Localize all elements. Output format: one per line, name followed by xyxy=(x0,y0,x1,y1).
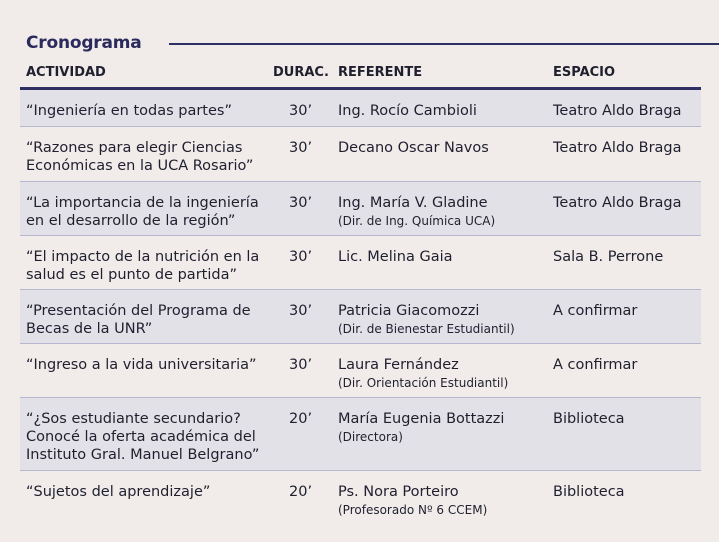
header-referente: REFERENTE xyxy=(338,65,423,80)
table-row xyxy=(20,182,701,236)
referente-detail: (Dir. de Bienestar Estudiantil) xyxy=(338,322,515,336)
row-duracion: 30’ xyxy=(289,357,313,373)
row-referente xyxy=(338,139,558,157)
row-actividad: “Sujetos del aprendizaje” xyxy=(26,484,211,500)
table-row xyxy=(20,344,701,398)
table-row xyxy=(20,127,701,182)
referente-name: Ing. María V. Gladine xyxy=(338,195,488,211)
row-actividad: “¿Sos estudiante secundario? Conocé la oferta académica del Instituto Gral. Manuel Belgrano” xyxy=(26,411,260,463)
referente-name: María Eugenia Bottazzi xyxy=(338,411,505,427)
row-espacio: Teatro Aldo Braga xyxy=(553,103,682,119)
table-row xyxy=(20,236,701,290)
row-duracion: 30’ xyxy=(289,140,313,156)
header-actividad: ACTIVIDAD xyxy=(26,65,106,80)
referente-name: Ing. Rocío Cambioli xyxy=(338,103,477,119)
row-duracion: 30’ xyxy=(289,249,313,265)
row-espacio: A confirmar xyxy=(553,357,638,373)
title-underline xyxy=(169,43,719,45)
row-duracion: 20’ xyxy=(289,484,313,500)
row-espacio: Teatro Aldo Braga xyxy=(553,140,682,156)
row-duracion: 30’ xyxy=(289,195,313,211)
table-row xyxy=(20,398,701,471)
row-espacio: Teatro Aldo Braga xyxy=(553,195,682,211)
row-referente xyxy=(338,302,558,338)
row-espacio: A confirmar xyxy=(553,303,638,319)
referente-detail: (Directora) xyxy=(338,430,403,444)
row-actividad: “Razones para elegir Ciencias Económicas en la UCA Rosario” xyxy=(26,140,254,174)
row-duracion: 20’ xyxy=(289,411,313,427)
row-actividad: “Presentación del Programa de Becas de la UNR” xyxy=(26,303,251,337)
row-actividad: “Ingreso a la vida universitaria” xyxy=(26,357,257,373)
table-header xyxy=(20,61,701,90)
row-espacio: Sala B. Perrone xyxy=(553,249,664,265)
row-duracion: 30’ xyxy=(289,303,313,319)
row-referente xyxy=(338,356,558,392)
table-row xyxy=(20,471,701,526)
referente-name: Lic. Melina Gaia xyxy=(338,249,453,265)
table-row xyxy=(20,90,701,127)
referente-name: Decano Oscar Navos xyxy=(338,140,489,156)
row-actividad: “El impacto de la nutrición en la salud es el punto de partida” xyxy=(26,249,260,283)
referente-detail: (Dir. de Ing. Química UCA) xyxy=(338,214,496,228)
header-espacio: ESPACIO xyxy=(553,65,616,80)
header-duracion: DURAC. xyxy=(273,65,329,80)
row-duracion: 30’ xyxy=(289,103,313,119)
row-referente xyxy=(338,102,558,120)
row-referente xyxy=(338,410,558,446)
row-referente xyxy=(338,483,558,519)
row-actividad: “La importancia de la ingeniería en el desarrollo de la región” xyxy=(26,195,259,229)
referente-name: Ps. Nora Porteiro xyxy=(338,484,459,500)
referente-name: Patricia Giacomozzi xyxy=(338,303,480,319)
row-actividad: “Ingeniería en todas partes” xyxy=(26,103,232,119)
row-espacio: Biblioteca xyxy=(553,484,625,500)
row-referente xyxy=(338,194,558,230)
row-espacio: Biblioteca xyxy=(553,411,625,427)
referente-detail: (Dir. Orientación Estudiantil) xyxy=(338,376,509,390)
referente-detail: (Profesorado Nº 6 CCEM) xyxy=(338,503,488,517)
title-row xyxy=(26,32,702,54)
table-row xyxy=(20,290,701,344)
referente-name: Laura Fernández xyxy=(338,357,459,373)
row-referente xyxy=(338,248,558,266)
page-title: Cronograma xyxy=(26,33,142,53)
